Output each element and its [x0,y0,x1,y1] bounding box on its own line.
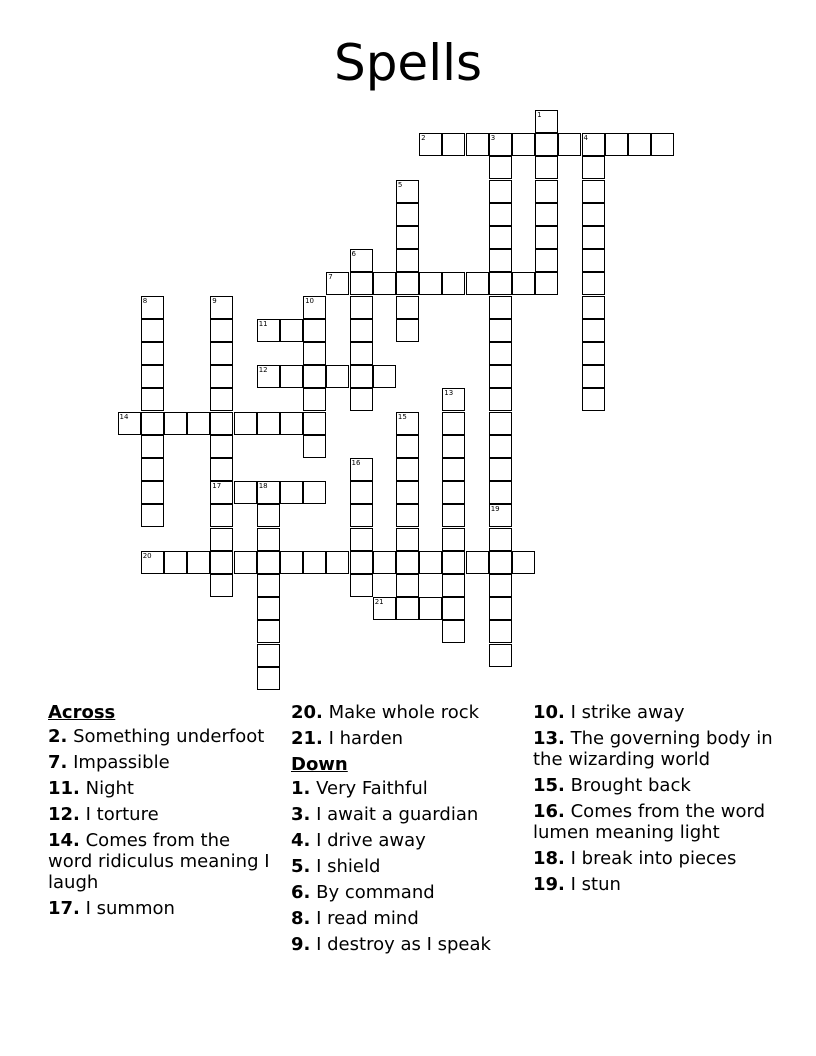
clue-item [48,830,280,893]
crossword-cell[interactable] [535,133,558,156]
crossword-cell[interactable] [582,342,605,365]
clue-item [48,804,280,825]
clue-text: I strike away [564,702,685,723]
clue-text: I read mind [310,908,419,929]
crossword-cell[interactable] [512,551,535,574]
crossword-cell[interactable] [396,319,419,342]
crossword-cell[interactable] [257,620,280,643]
crossword-cell[interactable] [350,342,373,365]
crossword-cell[interactable] [442,481,465,504]
clue-number-label: 8. [291,908,311,929]
crossword-cell[interactable] [582,203,605,226]
crossword-cell[interactable] [396,435,419,458]
clue-number-label: 18. [533,848,565,869]
crossword-cell[interactable] [489,620,512,643]
crossword-cell[interactable] [350,551,373,574]
clue-column-1 [48,702,280,924]
crossword-cell[interactable] [326,272,349,295]
crossword-cell[interactable] [234,551,257,574]
crossword-cell[interactable] [489,528,512,551]
crossword-cell[interactable] [210,365,233,388]
crossword-cell[interactable] [396,481,419,504]
clue-number: 9 [212,296,217,305]
crossword-cell[interactable] [141,342,164,365]
clue-number-label: 20. [291,702,323,723]
crossword-cell[interactable] [419,272,442,295]
crossword-cell[interactable] [257,667,280,690]
crossword-cell[interactable] [280,481,303,504]
clue-number: 18 [258,482,268,491]
crossword-cell[interactable] [257,551,280,574]
clue-number: 13 [444,389,454,398]
crossword-cell[interactable] [466,272,489,295]
crossword-cell[interactable] [257,574,280,597]
clue-number: 4 [583,134,588,143]
crossword-cell[interactable] [396,203,419,226]
clue-number: 17 [212,482,222,491]
crossword-cell[interactable] [489,203,512,226]
crossword-cell[interactable] [489,156,512,179]
crossword-cell[interactable] [489,249,512,272]
section-heading: Down [291,754,348,775]
clue-text: I drive away [310,830,426,851]
crossword-cell[interactable] [512,133,535,156]
crossword-cell[interactable] [605,133,628,156]
crossword-cell[interactable] [350,249,373,272]
clue-number: 16 [351,459,361,467]
clue-text: I summon [79,898,175,919]
crossword-cell[interactable] [303,481,326,504]
page-title: Spells [333,34,483,92]
crossword-cell[interactable] [350,272,373,295]
clue-item [291,882,523,903]
crossword-cell[interactable] [489,319,512,342]
crossword-cell[interactable] [535,180,558,203]
crossword-cell[interactable] [535,156,558,179]
clue-text: By command [310,882,435,903]
clue-item [291,702,523,723]
crossword-cell[interactable] [257,597,280,620]
crossword-cell[interactable] [350,319,373,342]
crossword-cell[interactable] [257,481,280,504]
crossword-cell[interactable] [489,180,512,203]
crossword-cell[interactable] [582,133,605,156]
clue-number-label: 10. [533,702,565,723]
crossword-cell[interactable] [442,574,465,597]
clue-number-label: 6. [291,882,311,903]
crossword-cell[interactable] [141,435,164,458]
crossword-cell[interactable] [535,226,558,249]
clue-number-label: 13. [533,728,565,749]
crossword-cell[interactable] [303,551,326,574]
clue-text: I stun [564,874,621,895]
crossword-cell[interactable] [326,365,349,388]
crossword-cell[interactable] [558,133,581,156]
clue-item [533,874,773,895]
crossword-cell[interactable] [373,551,396,574]
clue-column-3 [533,702,773,900]
clue-text: Something underfoot [67,726,265,747]
crossword-cell[interactable] [303,296,326,319]
clue-number-label: 17. [48,898,80,919]
crossword-cell[interactable] [489,226,512,249]
crossword-cell[interactable] [396,412,419,435]
clue-text: I await a guardian [310,804,479,825]
clue-column-2 [291,702,523,960]
crossword-cell[interactable] [582,272,605,295]
crossword-cell[interactable] [257,528,280,551]
crossword-cell[interactable] [489,481,512,504]
crossword-cell[interactable] [396,226,419,249]
crossword-cell[interactable] [396,504,419,527]
clue-item [533,728,773,770]
clue-item [533,848,773,869]
crossword-cell[interactable] [350,504,373,527]
crossword-cell[interactable] [350,574,373,597]
crossword-cell[interactable] [489,342,512,365]
crossword-cell[interactable] [303,319,326,342]
crossword-cell[interactable] [535,272,558,295]
clue-item [291,934,523,955]
crossword-cell[interactable] [396,180,419,203]
crossword-cell[interactable] [210,319,233,342]
crossword-cell[interactable] [350,458,373,481]
clue-text: Comes from the word lumen meaning light [533,801,766,843]
crossword-cell[interactable] [442,133,465,156]
crossword-cell[interactable] [280,551,303,574]
crossword-cell[interactable] [373,272,396,295]
crossword-cell[interactable] [303,412,326,435]
clue-number: 6 [351,250,356,259]
crossword-cell[interactable] [535,203,558,226]
clue-number-label: 15. [533,775,565,796]
crossword-cell[interactable] [141,296,164,319]
crossword-cell[interactable] [651,133,674,156]
crossword-cell[interactable] [582,319,605,342]
clue-number: 19 [490,505,500,514]
crossword-cell[interactable] [489,504,512,527]
crossword-cell[interactable] [535,249,558,272]
crossword-cell[interactable] [489,412,512,435]
clue-item [48,778,280,799]
clue-item [291,728,523,749]
crossword-cell[interactable] [303,435,326,458]
crossword-cell[interactable] [489,551,512,574]
clue-number-label: 7. [48,752,68,773]
clue-text: I destroy as I speak [310,934,491,955]
crossword-cell[interactable] [373,365,396,388]
crossword-cell[interactable] [489,458,512,481]
clue-text: I torture [79,804,159,825]
crossword-cell[interactable] [489,388,512,411]
crossword-cell[interactable] [396,551,419,574]
crossword-cell[interactable] [489,435,512,458]
crossword-cell[interactable] [419,597,442,620]
clue-number: 1 [537,111,542,119]
crossword-cell[interactable] [442,435,465,458]
crossword-cell[interactable] [303,342,326,365]
crossword-cell[interactable] [210,342,233,365]
crossword-cell[interactable] [582,388,605,411]
crossword-cell[interactable] [257,319,280,342]
crossword-cell[interactable] [141,319,164,342]
crossword-cell[interactable] [442,597,465,620]
clue-item [48,752,280,773]
crossword-cell[interactable] [350,388,373,411]
crossword-cell[interactable] [396,528,419,551]
clue-number-label: 12. [48,804,80,825]
crossword-cell[interactable] [396,272,419,295]
crossword-cell[interactable] [210,481,233,504]
crossword-cell[interactable] [257,365,280,388]
crossword-cell[interactable] [419,551,442,574]
clue-number-label: 4. [291,830,311,851]
clue-number: 21 [374,598,384,607]
clue-item [291,778,523,799]
crossword-cell[interactable] [582,249,605,272]
clue-item [291,856,523,877]
crossword-cell[interactable] [141,365,164,388]
clue-number-label: 16. [533,801,565,822]
clue-text: Night [79,778,134,799]
crossword-cell[interactable] [350,296,373,319]
crossword-cell[interactable] [582,156,605,179]
clue-number-label: 19. [533,874,565,895]
clue-item [291,908,523,929]
crossword-cell[interactable] [234,412,257,435]
clue-text: I harden [322,728,404,749]
clue-number: 20 [142,551,152,560]
crossword-cell[interactable] [442,528,465,551]
crossword-cell[interactable] [257,504,280,527]
clue-text: Very Faithful [310,778,428,799]
crossword-cell[interactable] [141,551,164,574]
crossword-cell[interactable] [210,551,233,574]
crossword-cell[interactable] [350,528,373,551]
crossword-cell[interactable] [628,133,651,156]
crossword-cell[interactable] [396,597,419,620]
crossword-cell[interactable] [210,504,233,527]
crossword-cell[interactable] [489,296,512,319]
crossword-cell[interactable] [442,620,465,643]
clue-number: 5 [397,180,403,189]
crossword-cell[interactable] [442,458,465,481]
clue-item [533,801,773,843]
clue-item [533,702,773,723]
crossword-cell[interactable] [489,644,512,667]
crossword-cell[interactable] [466,133,489,156]
clue-number: 14 [119,412,129,421]
clue-text: Impassible [67,752,170,773]
clue-number-label: 1. [291,778,311,799]
clue-number: 10 [305,296,315,305]
clue-number: 8 [142,296,148,305]
crossword-cell[interactable] [187,551,210,574]
crossword-cell[interactable] [442,388,465,411]
crossword-cell[interactable] [210,458,233,481]
clue-number-label: 14. [48,830,80,851]
crossword-cell[interactable] [141,458,164,481]
clue-number-label: 3. [291,804,311,825]
crossword-cell[interactable] [280,412,303,435]
crossword-cell[interactable] [466,551,489,574]
crossword-cell[interactable] [257,412,280,435]
crossword-cell[interactable] [141,504,164,527]
crossword-cell[interactable] [396,249,419,272]
crossword-cell[interactable] [489,597,512,620]
crossword-cell[interactable] [442,504,465,527]
clue-number-label: 21. [291,728,323,749]
crossword-cell[interactable] [535,110,558,133]
clue-text: The governing body in the wizarding world [533,728,773,770]
crossword-cell[interactable] [326,551,349,574]
crossword-cell[interactable] [141,481,164,504]
crossword-cell[interactable] [280,365,303,388]
section-heading: Across [48,702,116,723]
crossword-cell[interactable] [234,481,257,504]
crossword-cell[interactable] [303,365,326,388]
crossword-cell[interactable] [373,597,396,620]
clue-item [533,775,773,796]
crossword-cell[interactable] [582,365,605,388]
crossword-cell[interactable] [396,574,419,597]
clue-number-label: 11. [48,778,80,799]
crossword-cell[interactable] [118,412,141,435]
clue-number: 15 [397,412,407,421]
clue-number-label: 2. [48,726,68,747]
crossword-cell[interactable] [396,458,419,481]
clue-number: 7 [328,273,333,282]
crossword-cell[interactable] [582,180,605,203]
crossword-cell[interactable] [350,365,373,388]
clue-text: Make whole rock [322,702,480,723]
clue-item [48,726,280,747]
crossword-cell[interactable] [512,272,535,295]
crossword-cell[interactable] [164,412,187,435]
crossword-cell[interactable] [582,226,605,249]
crossword-cell[interactable] [442,551,465,574]
clue-text: I break into pieces [564,848,737,869]
crossword-cell[interactable] [210,435,233,458]
crossword-cell[interactable] [257,644,280,667]
crossword-cell[interactable] [187,412,210,435]
crossword-cell[interactable] [303,388,326,411]
crossword-cell[interactable] [210,296,233,319]
crossword-cell[interactable] [280,319,303,342]
clue-item [291,804,523,825]
clue-item [291,830,523,851]
crossword-cell[interactable] [442,272,465,295]
clue-number: 2 [421,134,426,143]
clue-number: 3 [490,134,496,143]
clue-number-label: 5. [291,856,311,877]
crossword-cell[interactable] [164,551,187,574]
crossword-cell[interactable] [210,574,233,597]
crossword-cell[interactable] [419,133,442,156]
crossword-cell[interactable] [210,412,233,435]
clue-number: 12 [258,366,268,375]
crossword-cell[interactable] [141,388,164,411]
crossword-cell[interactable] [489,365,512,388]
clue-item [48,898,280,919]
crossword-cell[interactable] [442,412,465,435]
clue-number: 11 [258,319,268,328]
crossword-cell[interactable] [396,296,419,319]
crossword-cell[interactable] [210,528,233,551]
crossword-cell[interactable] [210,388,233,411]
clue-text: I shield [310,856,381,877]
crossword-cell[interactable] [350,481,373,504]
crossword-cell[interactable] [489,574,512,597]
crossword-cell[interactable] [489,133,512,156]
crossword-cell[interactable] [141,412,164,435]
clue-number-label: 9. [291,934,311,955]
crossword-cell[interactable] [489,272,512,295]
clue-text: Comes from the word ridiculus meaning I laugh [48,830,270,893]
crossword-cell[interactable] [582,296,605,319]
clue-text: Brought back [564,775,691,796]
